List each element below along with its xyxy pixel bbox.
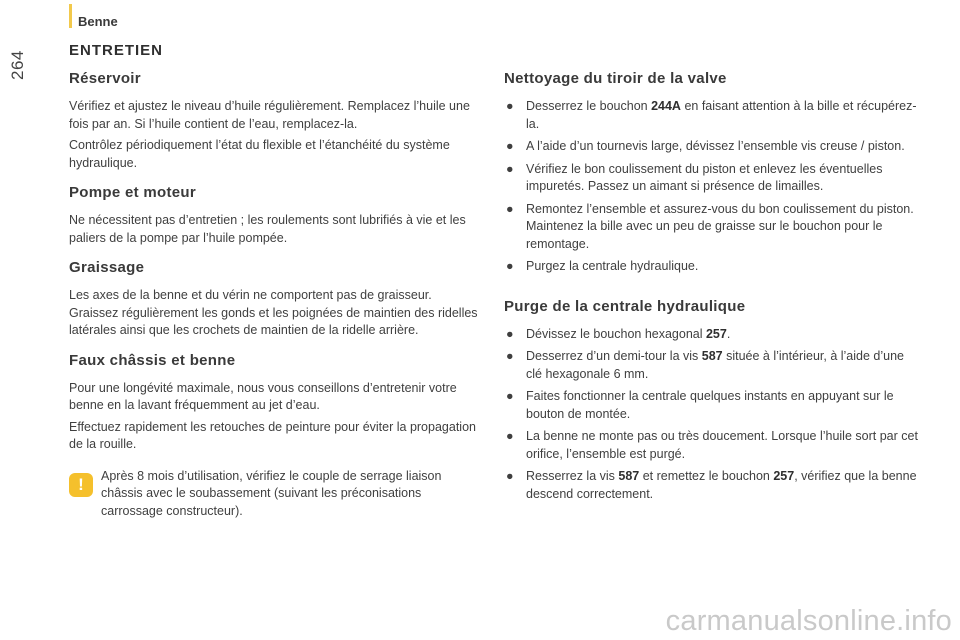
bullet-icon: ● xyxy=(506,99,514,113)
section-graissage xyxy=(69,259,481,340)
valve-steps xyxy=(504,98,919,276)
section-title: Benne xyxy=(78,14,118,29)
bullet-icon: ● xyxy=(506,161,514,176)
bullet-icon: ● xyxy=(506,259,514,273)
section-valve xyxy=(504,70,919,276)
bullet-icon: ● xyxy=(506,326,514,341)
paragraph: Pour une longévité maximale, nous vous conseillons d’entretenir votre benne en la lavant fréquemment au jet d’eau. xyxy=(69,380,457,412)
section-marker xyxy=(69,4,72,28)
page-title: ENTRETIEN xyxy=(69,42,164,59)
warning-text: Après 8 mois d’utilisation, vérifiez le couple de serrage liaison châssis avec le soubassement (suivant les préconisations carrossage constructeur). xyxy=(101,468,442,518)
list-item: ● Resserrez la vis 587 et remettez le bouchon 257, vérifiez que la benne descend correctement. xyxy=(506,469,917,501)
heading-graissage: Graissage xyxy=(69,259,145,276)
watermark[interactable]: carmanualsonline.info xyxy=(665,605,952,637)
list-item: ● Desserrez le bouchon 244A en faisant attention à la bille et récupérez-la. xyxy=(506,99,917,131)
heading-reservoir: Réservoir xyxy=(69,70,141,87)
right-column xyxy=(504,66,919,515)
list-item: ● Faites fonctionner la centrale quelques instants en appuyant sur le bouton de montée. xyxy=(506,389,894,421)
bullet-icon: ● xyxy=(506,469,514,483)
section-reservoir xyxy=(69,70,481,172)
list-item: ● Remontez l’ensemble et assurez-vous du bon coulissement du piston. Maintenez la bille avec un peu de graisse sur le bouchon pour le remontage. xyxy=(506,201,914,251)
part-ref: 257 xyxy=(773,469,795,483)
bullet-icon: ● xyxy=(506,139,514,153)
section-faux-chassis xyxy=(69,352,481,454)
purge-steps xyxy=(504,326,919,504)
bullet-icon: ● xyxy=(506,201,514,216)
list-item: ● Dévissez le bouchon hexagonal 257. xyxy=(504,326,919,344)
list-item: ● La benne ne monte pas ou très doucement. Lorsque l’huile sort par cet orifice, l’ensemble est purgé. xyxy=(506,429,918,461)
bullet-icon: ● xyxy=(506,349,514,363)
bullet-icon: ● xyxy=(506,389,514,403)
list-item: ● Desserrez d’un demi-tour la vis 587 située à l’intérieur, à l’aide d’une clé hexagonale 6 mm. xyxy=(506,349,904,381)
heading-pompe: Pompe et moteur xyxy=(69,184,197,201)
part-ref: 244A xyxy=(651,99,681,113)
paragraph: Les axes de la benne et du vérin ne comportent pas de graisseur. Graissez régulièrement les gonds et les poignées de maintien des ridelles latérales ainsi que les crochets de maintien de la ridelle arrière. xyxy=(69,288,478,337)
paragraph: Effectuez rapidement les retouches de peinture pour éviter la propagation de la rouille. xyxy=(69,419,476,451)
left-column xyxy=(69,66,481,520)
section-purge xyxy=(504,298,919,504)
list-item: ● Vérifiez le bon coulissement du piston et enlevez les éventuelles impuretés. Passez un aimant si présence de limailles. xyxy=(506,161,883,193)
list-item: ● Purgez la centrale hydraulique. xyxy=(504,258,919,276)
section-pompe xyxy=(69,184,481,247)
paragraph: Ne nécessitent pas d’entretien ; les roulements sont lubrifiés à vie et les paliers de la pompe par l’huile pompée. xyxy=(69,213,466,245)
list-item: ● A l’aide d’un tournevis large, dévissez l’ensemble vis creuse / piston. xyxy=(504,138,919,156)
heading-valve: Nettoyage du tiroir de la valve xyxy=(504,70,727,87)
part-ref: 257 xyxy=(705,326,727,341)
heading-purge: Purge de la centrale hydraulique xyxy=(504,297,746,315)
paragraph: Contrôlez périodiquement l’état du flexible et l’étanchéité du système hydraulique. xyxy=(69,138,450,170)
warning-note xyxy=(69,468,481,521)
heading-faux-chassis: Faux châssis et benne xyxy=(69,351,236,369)
part-ref: 587 xyxy=(701,349,723,363)
exclamation-icon: ! xyxy=(69,473,93,497)
paragraph: Vérifiez et ajustez le niveau d’huile régulièrement. Remplacez l’huile une fois par an. Si l’huile contient de l’eau, remplacez-la. xyxy=(69,99,470,131)
page-number: 264 xyxy=(8,50,27,80)
bullet-icon: ● xyxy=(506,429,514,443)
part-ref: 587 xyxy=(618,469,640,483)
